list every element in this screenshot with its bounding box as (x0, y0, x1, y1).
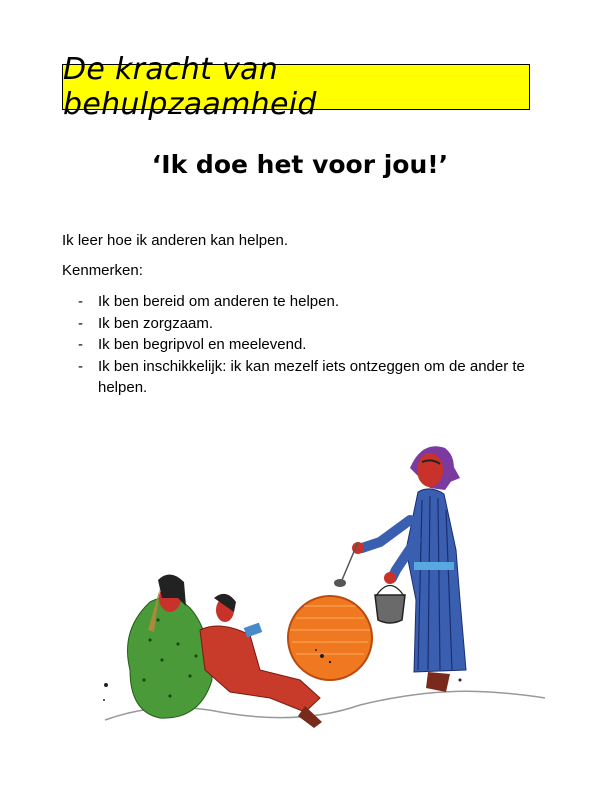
feature-text: Ik ben bereid om anderen te helpen. (98, 293, 340, 310)
feature-text: Ik ben inschikkelijk: ik kan mezelf iets ontzeggen om de ander te helpen. (98, 357, 525, 396)
list-dash: - (78, 336, 83, 353)
feature-item (62, 291, 542, 313)
feature-text: Ik ben zorgzaam. (98, 314, 214, 332)
feature-item (62, 313, 542, 335)
features-list (62, 291, 542, 399)
list-dash: - (78, 293, 83, 310)
features-label: Kenmerken: (62, 262, 143, 279)
feature-item (62, 356, 542, 399)
sun-icon (288, 596, 372, 680)
list-dash: - (78, 314, 83, 332)
feature-item (62, 334, 542, 356)
feature-text: Ik ben begripvol en meelevend. (98, 336, 307, 353)
page-title: De kracht van behulpzaamheid (63, 52, 317, 122)
list-dash: - (78, 357, 83, 375)
helping-illustration (100, 430, 550, 750)
subtitle: ‘Ik doe het voor jou!’ (151, 150, 449, 179)
title-box (62, 52, 530, 122)
intro-text: Ik leer hoe ik anderen kan helpen. (62, 232, 288, 249)
